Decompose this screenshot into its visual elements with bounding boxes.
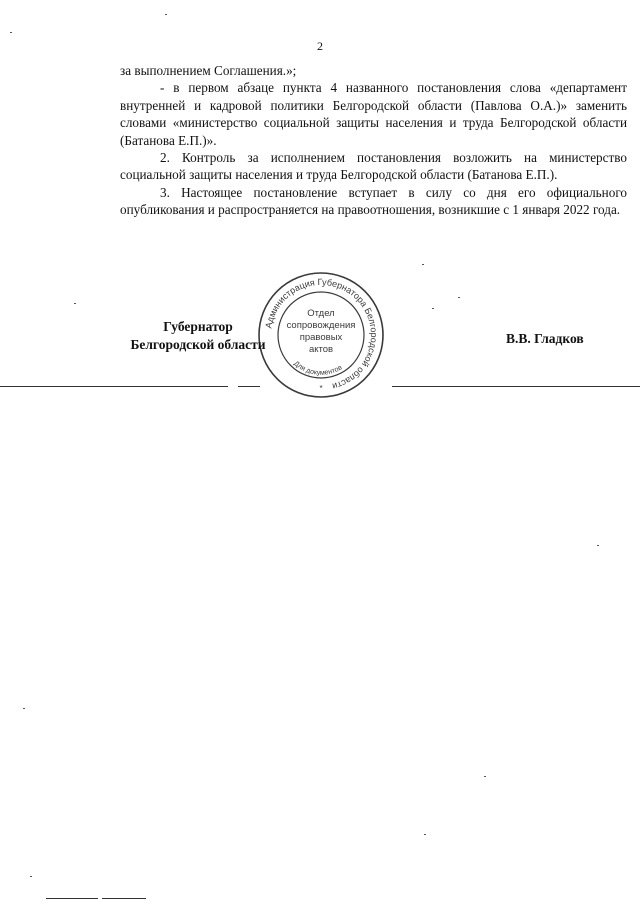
- scan-speck: [23, 708, 25, 709]
- stamp-bottom-text: Для документов: [292, 360, 344, 377]
- signature-name: В.В. Гладков: [506, 331, 584, 346]
- paragraph-1: за выполнением Соглашения.»;: [120, 63, 297, 78]
- stamp-line-1: Отдел: [307, 308, 335, 319]
- scan-speck: [597, 545, 599, 546]
- scan-speck: [10, 32, 12, 33]
- stamp-ring-text: Администрация Губернатора Белгородской области: [263, 276, 380, 392]
- paragraph-4: 3. Настоящее постановление вступает в силу со дня его официального опубликования и распространяется на правоотношения, возникшие с 1 января 2022 года.: [120, 184, 627, 218]
- signature-title-line-2: Белгородской области: [130, 337, 266, 352]
- signature-title: [118, 318, 278, 354]
- stamp-line-2: сопровождения: [286, 320, 356, 331]
- scan-speck: [424, 834, 426, 835]
- scan-speck: [74, 303, 76, 304]
- scan-speck: [458, 297, 460, 298]
- scan-edge-mark: [102, 898, 146, 899]
- document-body: [120, 62, 627, 219]
- scan-edge-mark: [46, 898, 98, 899]
- bottom-rule-right: [392, 386, 640, 387]
- scan-speck: [484, 776, 486, 777]
- scan-speck: [432, 308, 434, 309]
- bottom-rule-segment: [238, 386, 260, 387]
- page-number: 2: [317, 39, 323, 53]
- bottom-rule-left: [0, 386, 228, 387]
- stamp-line-3: правовых: [299, 332, 343, 343]
- stamp-star-icon: *: [319, 384, 323, 393]
- stamp-line-4: актов: [308, 344, 334, 355]
- paragraph-3: 2. Контроль за исполнением постановления возложить на министерство социальной защиты населения и труда Белгородской области (Батанова Е.П.).: [120, 150, 627, 183]
- scan-speck: [30, 876, 32, 877]
- signature-title-line-1: Губернатор: [163, 319, 233, 334]
- scan-speck: [422, 264, 424, 265]
- paragraph-2: - в первом абзаце пункта 4 названного постановления слова «департамент внутренней и кадровой политики Белгородской области (Павлова О.А.)» заменить словами «министерство социальной защиты населения и труда Белгородской области (Батанова Е.П.)».: [120, 80, 627, 148]
- scan-speck: [165, 14, 167, 15]
